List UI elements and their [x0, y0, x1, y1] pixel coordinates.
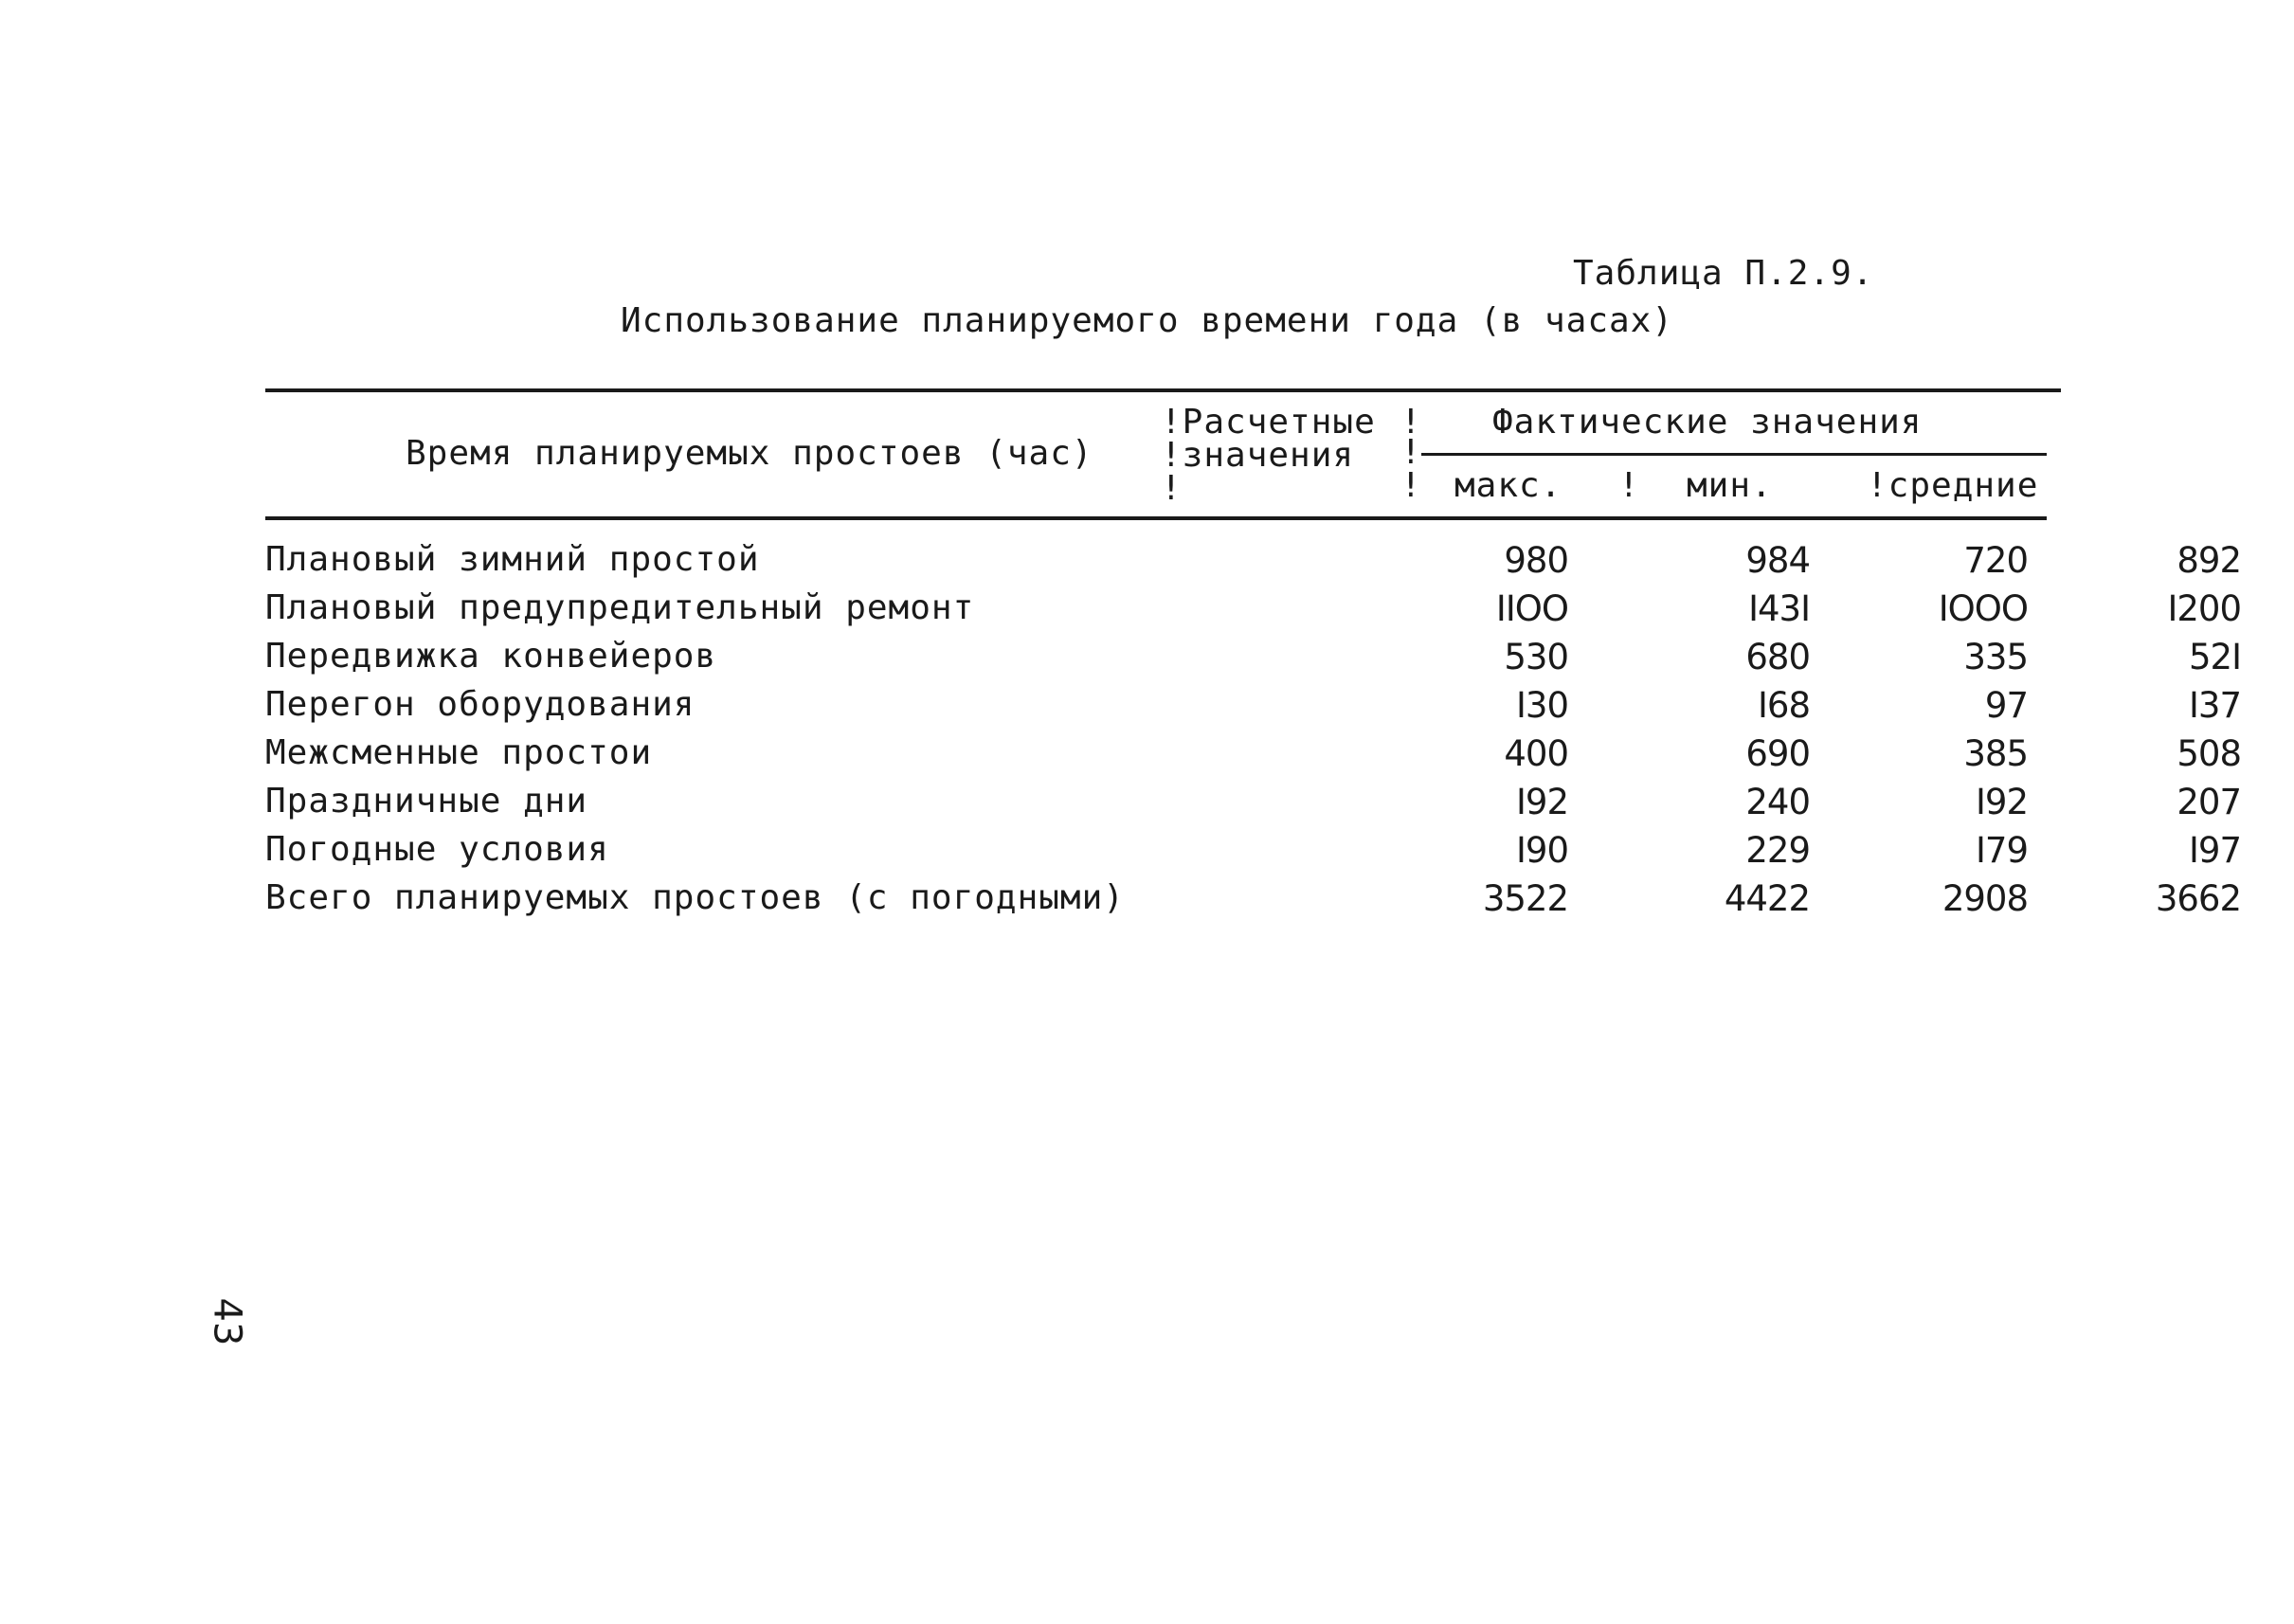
header-separator: !	[1400, 433, 1421, 472]
table-row	[265, 830, 2241, 878]
table-row	[265, 540, 2241, 588]
row-name: Плановый зимний простой	[265, 540, 760, 579]
cell-calc: I30	[1516, 685, 1568, 726]
table-label: Таблица П.2.9.	[1573, 254, 1874, 293]
cell-avg: 52I	[2189, 637, 2241, 677]
header-separator: !	[1400, 403, 1421, 442]
cell-avg: I97	[2189, 830, 2241, 871]
cell-calc: 530	[1504, 637, 1568, 677]
page-number: 43	[205, 1297, 249, 1346]
table-top-rule	[265, 388, 2061, 392]
row-name: Перегон оборудования	[265, 685, 695, 724]
cell-calc: 3522	[1482, 878, 1568, 919]
cell-avg: 892	[2177, 540, 2241, 581]
cell-avg: I37	[2189, 685, 2241, 726]
cell-max: 229	[1745, 830, 1810, 871]
table-row	[265, 588, 2241, 637]
row-name: Всего планируемых простоев (с погодными)	[265, 878, 1125, 917]
cell-max: 4422	[1724, 878, 1810, 919]
cell-max: 240	[1745, 782, 1810, 822]
row-name: Плановый предупредительный ремонт	[265, 588, 975, 627]
header-min-column: мин.	[1687, 466, 1773, 505]
row-name: Праздничные дни	[265, 782, 588, 821]
cell-avg: 3662	[2155, 878, 2241, 919]
header-calc-line2: !значения	[1161, 436, 1355, 475]
fact-group-rule	[1421, 453, 2047, 456]
row-name: Погодные условия	[265, 830, 609, 869]
cell-calc: I90	[1516, 830, 1568, 871]
row-name: Передвижка конвейеров	[265, 637, 717, 676]
cell-min: I79	[1976, 830, 2028, 871]
cell-min: I92	[1976, 782, 2028, 822]
cell-avg: I200	[2167, 588, 2241, 629]
cell-max: 984	[1745, 540, 1810, 581]
cell-calc: IIOO	[1495, 588, 1568, 629]
cell-min: 385	[1963, 733, 2028, 774]
cell-avg: 207	[2177, 782, 2241, 822]
cell-calc: I92	[1516, 782, 1568, 822]
cell-min: 335	[1963, 637, 2028, 677]
header-separator: !	[1618, 466, 1639, 505]
cell-min: 720	[1963, 540, 2028, 581]
cell-max: 690	[1745, 733, 1810, 774]
row-name: Межсменные простои	[265, 733, 653, 772]
cell-max: 680	[1745, 637, 1810, 677]
cell-calc: 400	[1504, 733, 1568, 774]
table-title: Использование планируемого времени года (в часах)	[621, 301, 1674, 340]
table-row	[265, 733, 2241, 782]
header-fact-group: Фактические значения	[1492, 403, 1923, 442]
header-separator: !	[1400, 466, 1421, 505]
header-avg-column: !средние	[1867, 466, 2039, 505]
cell-max: I43I	[1748, 588, 1810, 629]
header-calc-line1: !Расчетные	[1161, 403, 1376, 442]
cell-avg: 508	[2177, 733, 2241, 774]
header-calc-line3: !	[1161, 469, 1183, 508]
header-bottom-rule	[265, 516, 2047, 520]
table-row	[265, 685, 2241, 733]
cell-max: I68	[1758, 685, 1810, 726]
table-row-total	[265, 878, 2241, 927]
cell-min: IOOO	[1938, 588, 2028, 629]
table-body	[265, 540, 2241, 927]
header-item-column: Время планируемых простоев (час)	[406, 434, 1093, 473]
table-row	[265, 637, 2241, 685]
cell-calc: 980	[1504, 540, 1568, 581]
header-max-column: макс.	[1454, 466, 1562, 505]
cell-min: 2908	[1942, 878, 2028, 919]
cell-min: 97	[1984, 685, 2028, 726]
table-row	[265, 782, 2241, 830]
